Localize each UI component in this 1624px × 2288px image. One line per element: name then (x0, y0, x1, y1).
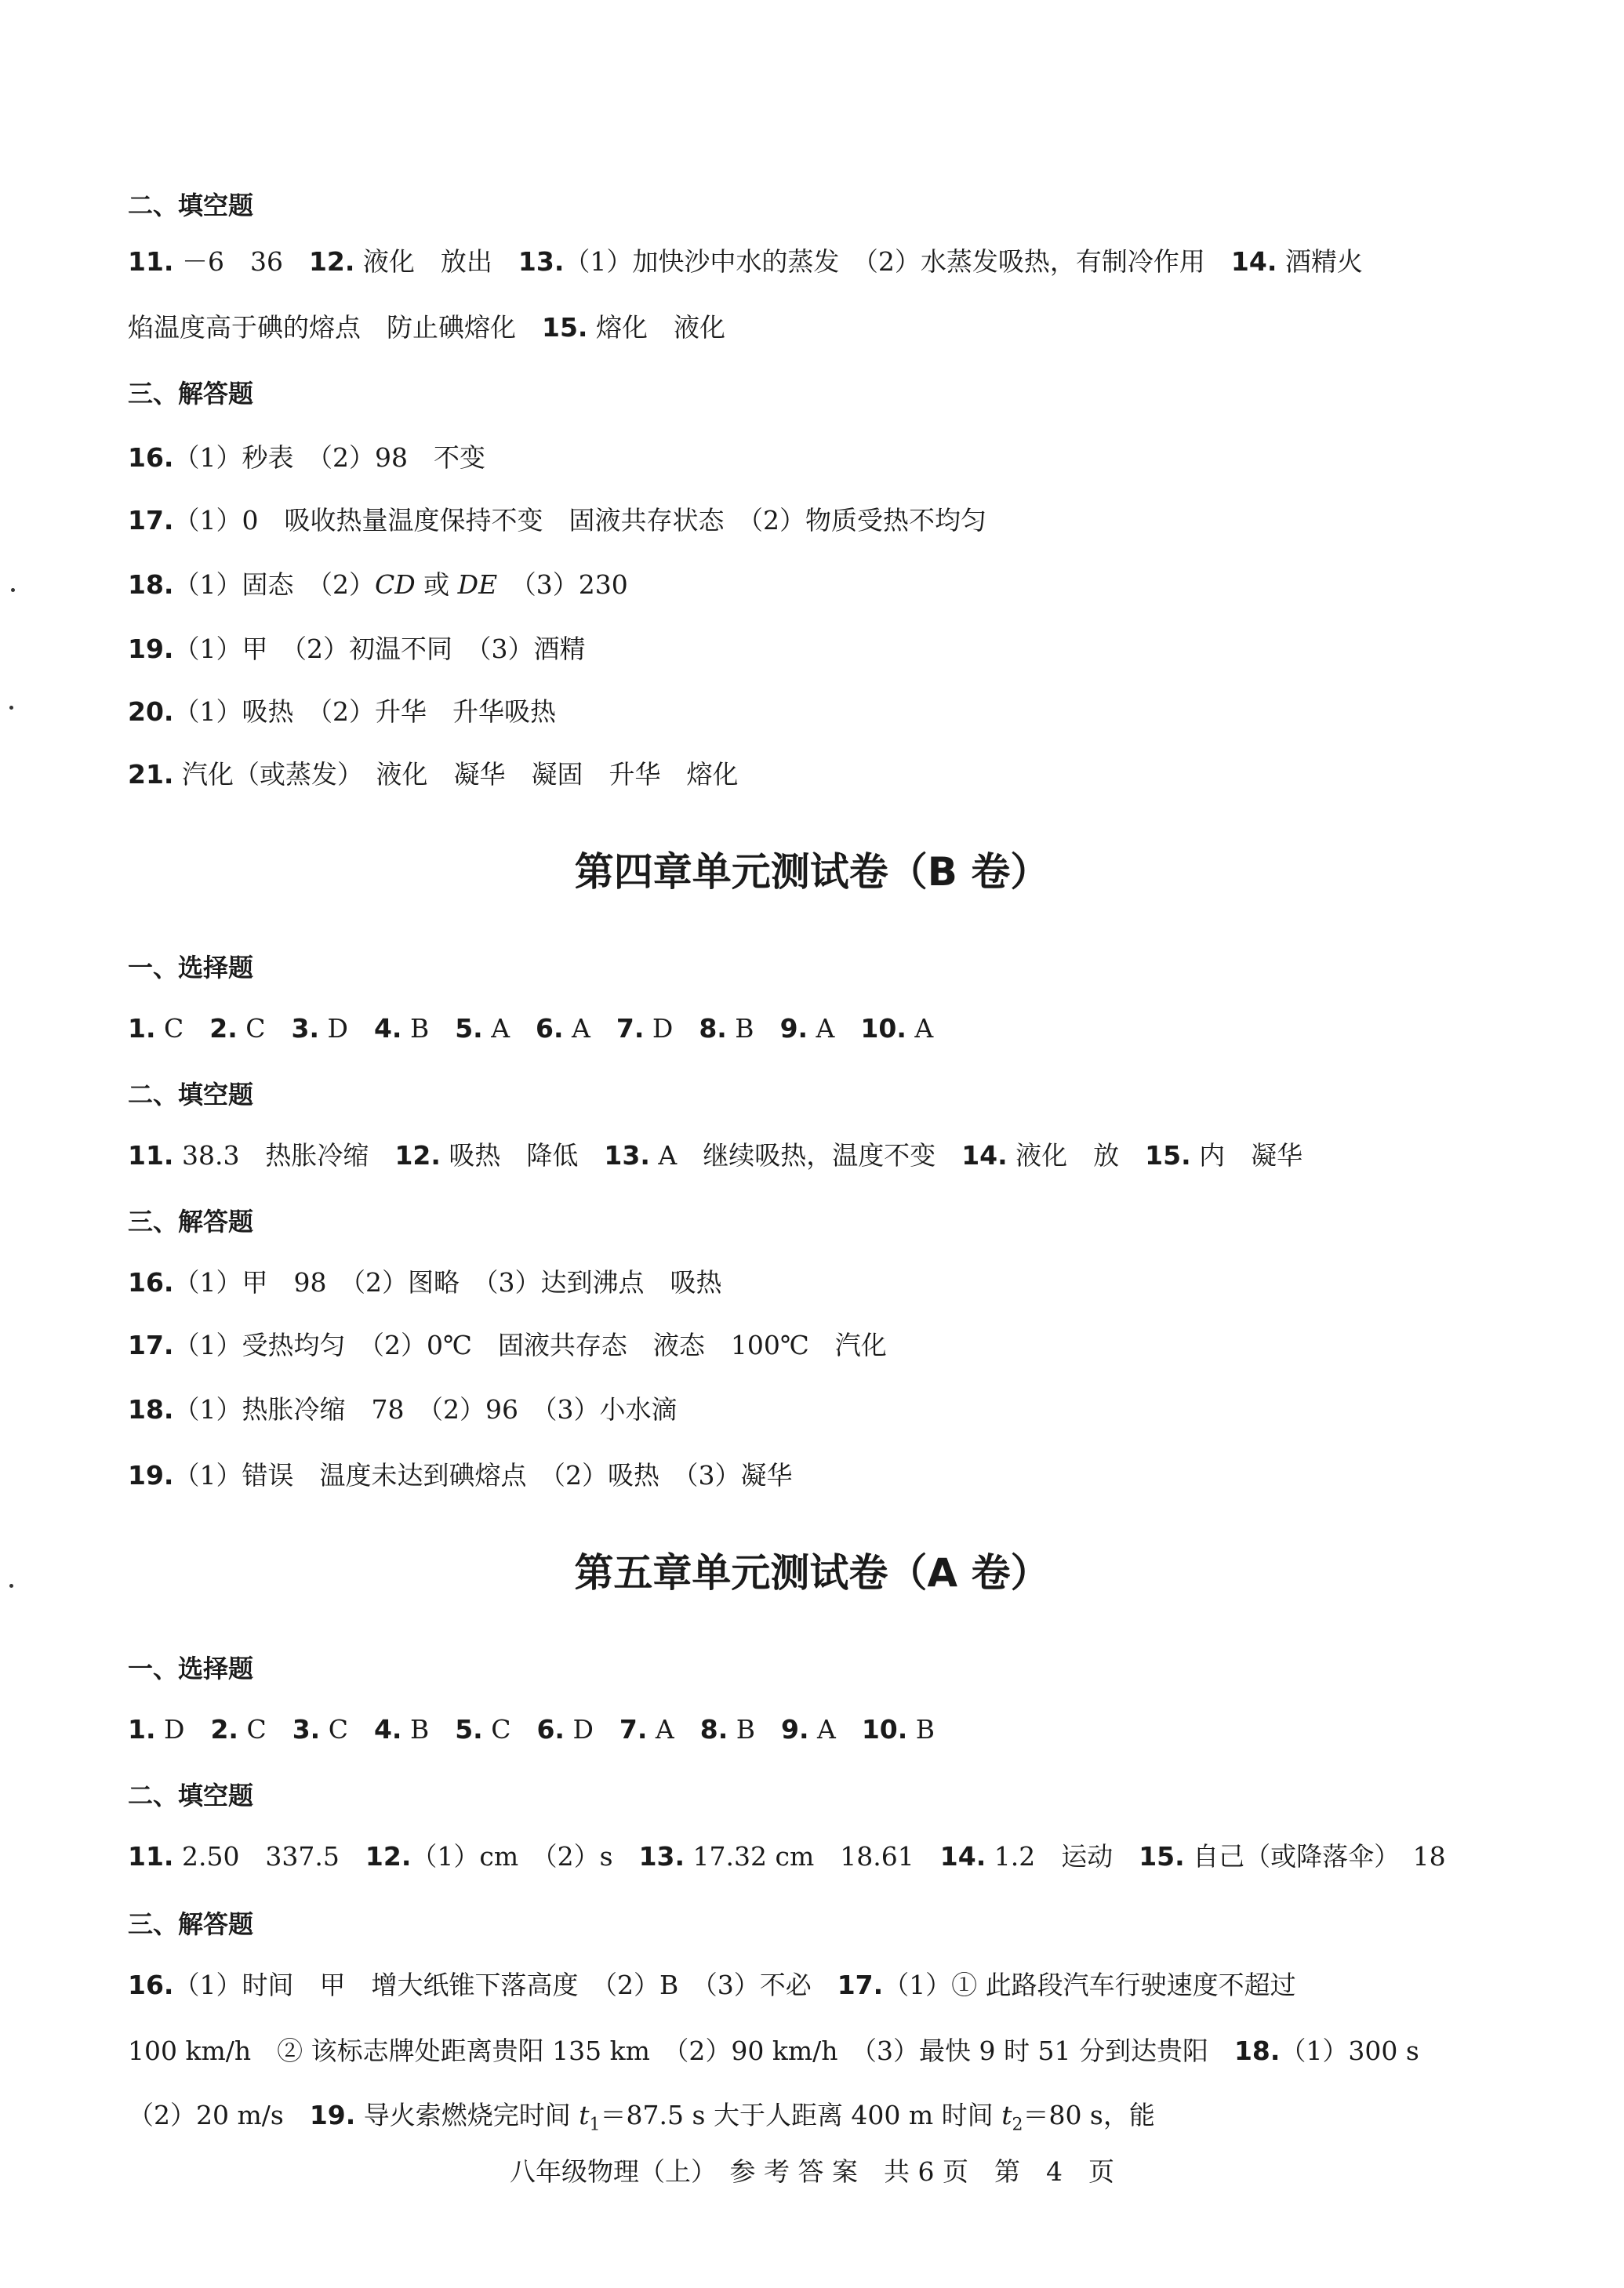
q-num: 4. (373, 1013, 402, 1044)
answer-text: C (482, 1714, 537, 1745)
answer-text: A (906, 1013, 934, 1044)
answer-q19 (128, 632, 1508, 666)
q-num: 11. (128, 246, 174, 277)
ch5-answer-line-2 (128, 2034, 1508, 2068)
answer-text: （1）300 s (1280, 2036, 1419, 2066)
q-num: 16. (128, 1970, 174, 2000)
math-subscript: 2 (1012, 2115, 1023, 2135)
answer-text: 1.2 运动 (986, 1841, 1139, 1872)
q-num: 5. (455, 1714, 483, 1745)
q-num: 9. (780, 1714, 809, 1745)
answer-text: （1）固态 （2） (173, 569, 375, 600)
ch4-fill-heading: 二、填空题 (128, 1080, 254, 1109)
q-num: 18. (128, 569, 174, 600)
q-num: 1. (128, 1013, 156, 1044)
answer-text: D (564, 1714, 619, 1745)
q-num: 6. (536, 1714, 565, 1745)
answer-text: 液化 放 (1007, 1140, 1146, 1171)
answer-text: （1）① 此路段汽车行驶速度不超过 (883, 1970, 1296, 2000)
q-num: 13. (604, 1140, 650, 1171)
answer-text: B (728, 1714, 781, 1745)
page-footer: 八年级物理（上） 参 考 答 案 共 6 页 第 4 页 (510, 2156, 1114, 2187)
ch5-answer-line-3 (128, 2098, 1508, 2143)
answer-text: （1）甲 98 （2）图略 （3）达到沸点 吸热 (173, 1267, 722, 1298)
q-num: 10. (860, 1013, 906, 1044)
scan-mark (9, 706, 13, 710)
q-num: 5. (455, 1013, 483, 1044)
answer-q18 (128, 568, 1508, 602)
answer-text: 焰温度高于碘的熔点 防止碘熔化 (128, 312, 542, 343)
answer-text: 100 km/h ② 该标志牌处距离贵阳 135 km （2）90 km/h （3）最快 9 时 51 分到达贵阳 (128, 2036, 1234, 2066)
answer-text: 酒精火 (1277, 246, 1363, 277)
q-num: 13. (638, 1841, 685, 1872)
q-num: 10. (861, 1714, 908, 1745)
answer-line-11-14 (128, 245, 1508, 279)
q-num: 11. (128, 1140, 174, 1171)
ch4-q17 (128, 1328, 1508, 1363)
answer-text: （1）错误 温度未达到碘熔点 （2）吸热 （3）凝华 (173, 1460, 793, 1491)
q-num: 15. (542, 312, 588, 343)
q-num: 17. (837, 1970, 884, 2000)
q-num: 14. (939, 1841, 986, 1872)
answer-text: 内 凝华 (1190, 1140, 1303, 1171)
q-num: 13. (518, 246, 565, 277)
answer-text: （1）热胀冷缩 78 （2）96 （3）小水滴 (173, 1394, 678, 1425)
answer-text: －6 36 (173, 246, 309, 277)
q-num: 15. (1145, 1140, 1191, 1171)
answer-text: （1）时间 甲 增大纸锥下落高度 （2）B （3）不必 (173, 1970, 837, 2000)
math-var-t: t (1001, 2100, 1012, 2130)
q-num: 3. (292, 1714, 321, 1745)
q-num: 3. (291, 1013, 319, 1044)
q-num: 1. (128, 1714, 156, 1745)
answer-text: D (155, 1714, 211, 1745)
ch4-choice-heading: 一、选择题 (128, 953, 254, 982)
answer-text: （1）cm （2）s (411, 1841, 639, 1872)
answer-line-14-15 (128, 311, 1508, 345)
answer-text: 液化 放出 (354, 246, 518, 277)
q-num: 20. (128, 696, 174, 727)
answer-text: 2.50 337.5 (173, 1841, 365, 1872)
q-num: 19. (128, 634, 174, 664)
answer-text: （1）加快沙中水的蒸发 （2）水蒸发吸热，有制冷作用 (564, 246, 1231, 277)
answer-text: DE (457, 569, 498, 600)
answer-text: 吸热 降低 (440, 1140, 605, 1171)
answer-text: A (647, 1714, 700, 1745)
answer-text: C (320, 1714, 374, 1745)
answer-text: （1）0 吸收热量温度保持不变 固液共存状态 （2）物质受热不均匀 (173, 505, 986, 536)
q-num: 12. (308, 246, 355, 277)
q-num: 19. (309, 2100, 356, 2130)
answer-text: 或 (415, 569, 458, 600)
q-num: 9. (779, 1013, 808, 1044)
chapter5-title: 第五章单元测试卷（A 卷） (574, 1550, 1050, 1596)
answer-text: A (563, 1013, 616, 1044)
ch4-choice-answers (128, 1011, 1508, 1046)
q-num: 8. (699, 1714, 728, 1745)
ch5-answer-line-1 (128, 1968, 1508, 2003)
ch5-choice-answers (128, 1712, 1508, 1747)
answer-q21 (128, 757, 1508, 792)
q-num: 4. (373, 1714, 402, 1745)
q-num: 16. (128, 442, 174, 473)
ch5-fill-answers (128, 1839, 1508, 1874)
answer-text: C (237, 1013, 292, 1044)
answer-text: （1）受热均匀 （2）0℃ 固液共存态 液态 100℃ 汽化 (173, 1330, 887, 1360)
answer-text: 17.32 cm 18.61 (685, 1841, 940, 1872)
answer-text: 熔化 液化 (587, 312, 725, 343)
answer-text: B (907, 1714, 936, 1745)
section-answer-heading: 三、解答题 (128, 379, 254, 409)
answer-text: A (808, 1013, 861, 1044)
math-var-t: t (579, 2100, 590, 2130)
scan-mark (9, 1584, 13, 1588)
answer-text: （2）20 m/s (128, 2100, 310, 2130)
ch4-fill-answers (128, 1139, 1508, 1173)
q-num: 2. (210, 1714, 238, 1745)
math-subscript: 1 (589, 2115, 601, 2135)
answer-text: B (726, 1013, 780, 1044)
q-num: 17. (128, 1330, 174, 1360)
answer-text: CD (374, 569, 416, 600)
answer-text: A 继续吸热，温度不变 (649, 1140, 962, 1171)
answer-q20 (128, 695, 1508, 729)
q-num: 11. (128, 1841, 174, 1872)
answer-text: D (319, 1013, 374, 1044)
scan-mark (11, 588, 15, 592)
answer-text: （1）吸热 （2）升华 升华吸热 (173, 696, 556, 727)
answer-text: A (808, 1714, 862, 1745)
ch5-fill-heading: 二、填空题 (128, 1781, 254, 1810)
ch4-q18 (128, 1393, 1508, 1427)
answer-q16 (128, 441, 1508, 475)
ch5-answer-heading: 三、解答题 (128, 1909, 254, 1939)
q-num: 18. (1233, 2036, 1281, 2066)
answer-text: ＝87.5 s 大于人距离 400 m 时间 (600, 2100, 1002, 2130)
answer-text: C (238, 1714, 292, 1745)
q-num: 21. (128, 759, 174, 790)
q-num: 18. (128, 1394, 174, 1425)
q-num: 7. (619, 1714, 648, 1745)
q-num: 14. (961, 1140, 1008, 1171)
answer-text: 导火索燃烧完时间 (355, 2100, 579, 2130)
q-num: 17. (128, 505, 174, 536)
answer-text: D (644, 1013, 699, 1044)
section-fill-heading: 二、填空题 (128, 191, 254, 220)
answer-text: B (401, 1013, 456, 1044)
ch4-answer-heading: 三、解答题 (128, 1207, 254, 1237)
answer-text: （1）甲 （2）初温不同 （3）酒精 (173, 634, 586, 664)
q-num: 7. (616, 1013, 645, 1044)
q-num: 8. (699, 1013, 727, 1044)
q-num: 14. (1230, 246, 1277, 277)
answer-text: A (482, 1013, 536, 1044)
answer-text: 汽化（或蒸发） 液化 凝华 凝固 升华 熔化 (173, 759, 739, 790)
q-num: 6. (536, 1013, 564, 1044)
ch4-q16 (128, 1266, 1508, 1300)
q-num: 16. (128, 1267, 174, 1298)
chapter4-title: 第四章单元测试卷（B 卷） (574, 849, 1050, 895)
answer-text: 自己（或降落伞） 18 (1184, 1841, 1446, 1872)
q-num: 12. (365, 1841, 412, 1872)
q-num: 12. (394, 1140, 441, 1171)
answer-text: （3）230 (497, 569, 628, 600)
answer-text: ＝80 s，能 (1023, 2100, 1155, 2130)
ch5-choice-heading: 一、选择题 (128, 1654, 254, 1683)
answer-text: 38.3 热胀冷缩 (173, 1140, 395, 1171)
answer-q17 (128, 503, 1508, 538)
q-num: 2. (209, 1013, 238, 1044)
q-num: 15. (1139, 1841, 1185, 1872)
q-num: 19. (128, 1460, 174, 1491)
ch4-q19 (128, 1458, 1508, 1493)
answer-text: B (401, 1714, 456, 1745)
answer-text: （1）秒表 （2）98 不变 (173, 442, 485, 473)
answer-text: C (155, 1013, 210, 1044)
